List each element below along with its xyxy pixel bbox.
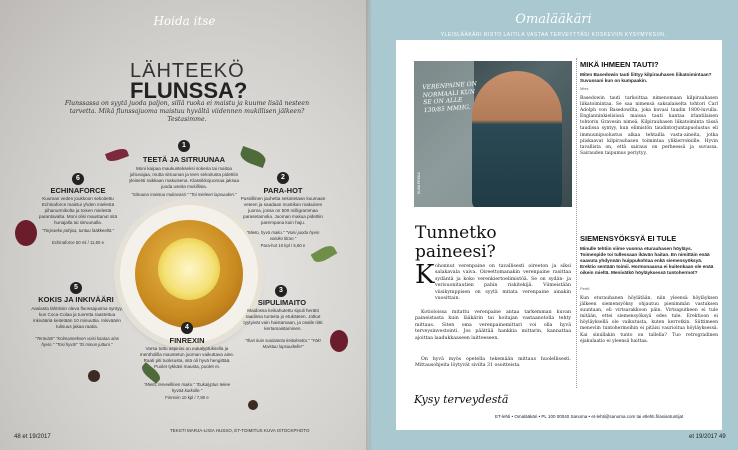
item-body: Moni kaipaa maukustekseksi sokeria tai maitoa juhunajaa, mutta sitruunan ja teen sekoitusta pidettiin yleisesti raikkaan makuisena. Klassikkojuomaa jaksaa juoda useita mukillisia. <box>128 166 240 189</box>
item-quotes: "Ihan kuin suolatonta keitoksetta." "Yök! Maistuu lapsuudelle!" <box>245 338 321 349</box>
ask-about-health-title: Kysy terveydestä <box>414 393 509 406</box>
qa-question: Minulle tehtiin viime vuonna eturauhasen höyläys. Toimenpide toi tullessaan ikävän haitan. En nimittäin enää saavuta yhdynnän huippukohtaa enkä siemensyöksyä. Erektio sentään toimii. Hormonaassa ei kuitenkaan ole enää oikein mieltä. Menivätkö höyläyksessä tuntohermot? <box>580 246 714 275</box>
contact-info: ET-lehti • Omalääkäri • PL 100 00040 Sanoma • et-lehti@sanoma.com tai etlehti.fi/asiantuntijat <box>495 414 684 419</box>
item-number: 1 <box>178 140 190 152</box>
qa-answer: Kun eturauhanen höylätään, niin yleensä höyläyksen jälkeen siemensyöksy ohjautuu pienimmän vastuksen suuntaan, eli virtsarakkoon päin. Virtsaputkeen ei tule mitään, ettei siemensyöksyä edes tule. Erektioon ei höyläyksellä ole vaikutusta, kuten kerrotkin. Siittimeen meneviin tuntohermoihin ei pitäisi vaurioitua höyläyksessä. Kai sinullakin tunto on tallella? Tuo retrogradinen ejakulaatio ei yleensä haittaa. <box>580 296 718 344</box>
section-subtitle: YLEISLÄÄKÄRI RISTO LAITILA VASTAA TERVEYTTÄSI KOSKEVIIN KYSYMYKSIIN. <box>440 32 667 38</box>
article-paragraph: Kotioloissa mitattu verenpaine antaa tarkemman kuvan paineistasta kuin lääkärin tai hoitajan vastaanotolla tehty mittaus. Siten oma verenpainemittari voi olla hyvä terveysinvestointi. Jos päättää hankkia mittarin, kannattaa ajoittaa laadukkaaseen laitteeseen. <box>415 310 571 341</box>
item-price: Echinaforce 50 ml / 11,60 e <box>52 240 104 245</box>
item-quotes: "Mieto, hyvä maku." "Voisi juoda hyvin voisiko litran." <box>246 230 320 241</box>
dried-berry-decoration <box>330 330 348 352</box>
item-quotes: "Terävää!" "Kolmanneksen voisi kaataa alas hyvin." "Tosi hyvä!" "Ei minun juttuni." <box>35 336 119 347</box>
item-number: 3 <box>275 285 287 297</box>
berry-decoration <box>248 400 258 410</box>
item-title: SIPULIMAITO <box>257 298 307 307</box>
qa-answer: Basedowin tauti tarkoittaa nimenomaan kilpirauhasen liikatoimintaa. Se saa nimensä saksalaiselta tohtori Carl Adolph von Basedowilta, joka kuvasi taudin 1800-luvulla. Englanninkielisissä maissa tauti kantaa irlantilaisen tohtorin Gravesin nimeä. Kilpirauhasen liikatoiminta tässä taudissa syntyy, kun elimistön taudintorjuntapuolustus eli immuunipuolustus alkaa tehtailla vasta-aineita, jotka piiskaavat kilpirauhasen toimintaa ylikierroksille. Hyvin tavallista on, että sairaus on perheessä ja suvussa. Sairauden taipumus periytyy. <box>580 96 718 156</box>
item-title: PARA-HOT <box>263 186 303 195</box>
article-paragraph: ohonnut verenpaine on tavallisesti oireeton ja siksi salakavala vaiva. Oireettomanakin verenpaine rasittaa sydäntä ja koko verenkiertoelimistöä. Se on sydän- ja verisuonitautien pahin riskitekijä. Viimeistään viisikymppisen on syytä mitata verenpaine ainakin vuosittain. <box>435 264 571 302</box>
lemon-slice-image <box>158 238 220 300</box>
qa-heading: SIEMENSYÖKSYÄ EI TULE <box>580 234 677 243</box>
item-body: Kuuman veden joukkoon sekoitettu Echinaforce maistui yhden mielestä pihanurmikolta ja toisen mielestä parantavalta. Moni olisi maustanut sitä hunajalla tai sitruunalla. <box>38 196 118 225</box>
item-body: Maidossa keikahutettu sipuli herätti raadissa tunteita jo etukäteen. Jotkut tyytyivät vain haistamaan, ja osalle riitti kertamaistaminen. <box>243 308 323 331</box>
page-number: 49 <box>719 434 726 440</box>
qa-signature: Mies <box>580 86 589 91</box>
headline-line1: Tunnetko <box>415 223 497 243</box>
section-title: Omalääkäri <box>515 12 592 27</box>
article-headline <box>415 224 497 262</box>
item-body: Varsa tuttu aspiriini on eukalyptuksella ja mentholilla maustetun juoman vaikuttava aine. Raati piti tuoksusta, sitä oli hyvä hengittää. Puolet tykkäsi mausta, puolet ei. <box>139 346 235 369</box>
item-number: 2 <box>277 172 289 184</box>
article-paragraph: On hyvä myös opetella tekemään mittaus huolellisesti. Mittausohjeita löytyvät sivilta 31 osoitteista. <box>415 357 571 369</box>
item-body: Pussillinen jauhetta sekoitetaan kuumaan veteen ja saadaan mustikan makuinen juoma, jossa on 500 milligrammaa parasetamolia. Juoman makua pidettiin parempana kuin haju. <box>240 196 326 225</box>
headline-line2: paineesi? <box>415 242 496 262</box>
speech-quote: VERENPAINE ON NORMAALI KUN SE ON ALLE 130/85 MMHG. <box>422 80 478 114</box>
item-price: Para-hot 10 kpl / 5,60 e <box>260 243 306 248</box>
item-title: ECHINAFORCE <box>50 186 106 195</box>
magazine-issue: et 19/2017 <box>22 434 51 440</box>
item-quotes: "Sitruuna maistuu mukavasti." "Toi mieleen lapsuuden." <box>131 192 237 197</box>
column-divider <box>576 58 577 388</box>
item-quotes: "Mieto, terveellinen maku." "Eukalyptus tekee hyvää kurkulle." <box>143 382 231 393</box>
photo-credit: TEKSTI MARJA-LIISA HUSSO, ET-TOIMITUS KUVA ISTOCKPHOTO <box>170 428 310 433</box>
item-number: 6 <box>72 173 84 185</box>
item-number: 5 <box>70 282 82 294</box>
item-title: TEETÄ JA SITRUUNAA <box>142 155 226 164</box>
item-title: FINREXIN <box>169 336 205 345</box>
qa-question: Miten Basedowin tauti liittyy kilpirauhasen liikatoimintaan? Suvussani kun on kumpaakin. <box>580 72 712 83</box>
right-page <box>369 0 738 450</box>
item-body: Aasiasta lähtöisin oleva flunssajuoma syntyy, kun Coca-Colaa ja tuoretta raastettua inkivääriä keitetään 10 minuuttia. Inkiväärin tulisuus jakaa raatia. <box>31 306 123 329</box>
page-number-right <box>689 434 726 440</box>
spine-shadow <box>366 0 372 450</box>
portrait-credit: KUVA PEKKA <box>417 172 421 194</box>
title-line1: LÄHTEEKÖ <box>130 60 245 82</box>
section-tag: Hoida itse <box>153 14 216 28</box>
title-line2: FLUNSSA? <box>130 78 248 103</box>
magazine-issue: et 19/2017 <box>689 434 718 440</box>
item-number: 4 <box>181 322 193 334</box>
berry-decoration <box>88 370 100 382</box>
item-quotes: "Torjeaeko pohjoa, tuntuu lääkkeeltä." <box>42 228 114 233</box>
page-number-left <box>14 434 51 440</box>
item-price: Finrexin 10 kpl / 7,80 e <box>165 395 209 400</box>
doctor-figure <box>472 71 562 207</box>
lead-paragraph: Flunssassa on syytä juoda paljon, sillä ruoka ei maistu ja kuume lisää nesteen tarvetta. Mikä flunssajuoma maistuu hyvältä viidennen mukillisen jälkeen? Testasimme. <box>64 100 310 123</box>
page-number: 48 <box>14 434 21 440</box>
drop-cap: K <box>415 260 435 290</box>
qa-signature: Pertti <box>580 286 590 291</box>
item-title: KOKIS JA INKIVÄÄRI <box>38 295 114 304</box>
qa-heading: MIKÄ IHMEEN TAUTI? <box>580 60 659 69</box>
